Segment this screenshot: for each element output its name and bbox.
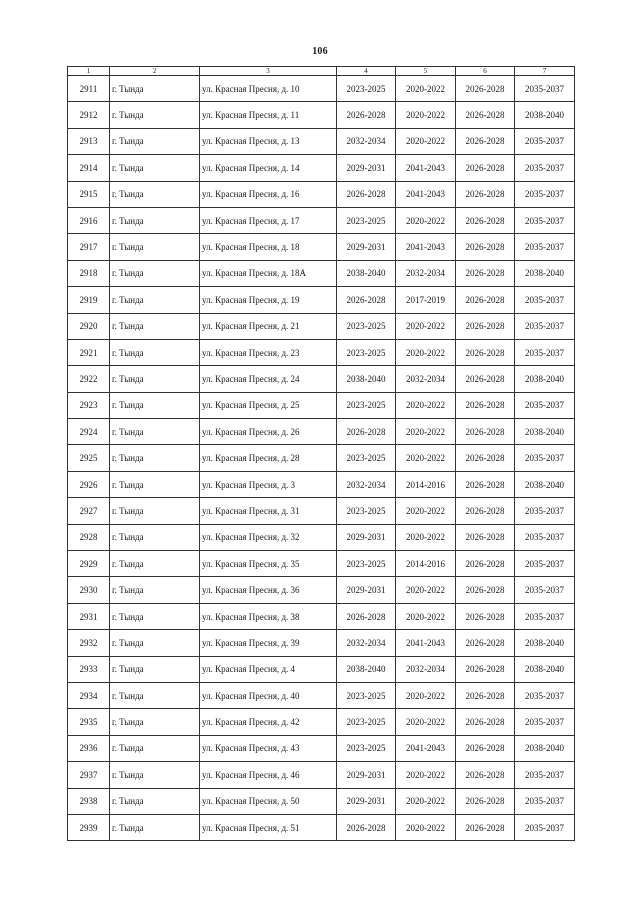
period-cell: 2026-2028 <box>456 102 515 128</box>
period-cell: 2038-2040 <box>515 366 575 392</box>
period-cell: 2026-2028 <box>456 313 515 339</box>
period-cell: 2035-2037 <box>515 762 575 788</box>
settlement-cell: г. Тында <box>110 471 200 497</box>
address-cell: ул. Красная Пресня, д. 19 <box>200 287 337 313</box>
table-row <box>68 735 575 761</box>
period-cell: 2023-2025 <box>337 445 396 471</box>
table-row <box>68 524 575 550</box>
header-cell: 6 <box>456 67 515 76</box>
table-row <box>68 471 575 497</box>
address-cell: ул. Красная Пресня, д. 26 <box>200 419 337 445</box>
row-number-cell: 2911 <box>68 76 110 102</box>
row-number-cell: 2924 <box>68 419 110 445</box>
period-cell: 2026-2028 <box>456 471 515 497</box>
period-cell: 2020-2022 <box>396 339 456 365</box>
period-cell: 2023-2025 <box>337 76 396 102</box>
address-cell: ул. Красная Пресня, д. 35 <box>200 551 337 577</box>
settlement-cell: г. Тында <box>110 788 200 814</box>
period-cell: 2020-2022 <box>396 207 456 233</box>
period-cell: 2038-2040 <box>337 260 396 286</box>
period-cell: 2026-2028 <box>456 419 515 445</box>
period-cell: 2020-2022 <box>396 76 456 102</box>
table-row <box>68 603 575 629</box>
period-cell: 2026-2028 <box>456 656 515 682</box>
address-cell: ул. Красная Пресня, д. 31 <box>200 498 337 524</box>
period-cell: 2038-2040 <box>515 260 575 286</box>
settlement-cell: г. Тында <box>110 313 200 339</box>
period-cell: 2020-2022 <box>396 603 456 629</box>
period-cell: 2020-2022 <box>396 682 456 708</box>
row-number-cell: 2915 <box>68 181 110 207</box>
table-row <box>68 76 575 102</box>
settlement-cell: г. Тында <box>110 260 200 286</box>
period-cell: 2020-2022 <box>396 445 456 471</box>
table-row <box>68 339 575 365</box>
period-cell: 2026-2028 <box>456 339 515 365</box>
table-row <box>68 498 575 524</box>
row-number-cell: 2931 <box>68 603 110 629</box>
period-cell: 2035-2037 <box>515 709 575 735</box>
row-number-cell: 2921 <box>68 339 110 365</box>
period-cell: 2029-2031 <box>337 155 396 181</box>
period-cell: 2026-2028 <box>456 735 515 761</box>
table-row <box>68 207 575 233</box>
period-cell: 2023-2025 <box>337 392 396 418</box>
period-cell: 2035-2037 <box>515 339 575 365</box>
settlement-cell: г. Тында <box>110 181 200 207</box>
settlement-cell: г. Тында <box>110 339 200 365</box>
period-cell: 2020-2022 <box>396 102 456 128</box>
address-cell: ул. Красная Пресня, д. 18А <box>200 260 337 286</box>
settlement-cell: г. Тында <box>110 287 200 313</box>
address-cell: ул. Красная Пресня, д. 24 <box>200 366 337 392</box>
settlement-cell: г. Тында <box>110 128 200 154</box>
period-cell: 2026-2028 <box>337 102 396 128</box>
period-cell: 2035-2037 <box>515 76 575 102</box>
settlement-cell: г. Тында <box>110 392 200 418</box>
settlement-cell: г. Тында <box>110 419 200 445</box>
address-cell: ул. Красная Пресня, д. 50 <box>200 788 337 814</box>
period-cell: 2026-2028 <box>456 260 515 286</box>
period-cell: 2026-2028 <box>337 419 396 445</box>
row-number-cell: 2939 <box>68 814 110 840</box>
period-cell: 2029-2031 <box>337 762 396 788</box>
settlement-cell: г. Тында <box>110 682 200 708</box>
period-cell: 2041-2043 <box>396 735 456 761</box>
address-cell: ул. Красная Пресня, д. 46 <box>200 762 337 788</box>
page-number: 106 <box>312 46 328 57</box>
table-row <box>68 630 575 656</box>
table-row <box>68 128 575 154</box>
period-cell: 2020-2022 <box>396 524 456 550</box>
settlement-cell: г. Тында <box>110 366 200 392</box>
period-cell: 2035-2037 <box>515 287 575 313</box>
period-cell: 2038-2040 <box>515 656 575 682</box>
settlement-cell: г. Тында <box>110 577 200 603</box>
settlement-cell: г. Тында <box>110 102 200 128</box>
period-cell: 2023-2025 <box>337 313 396 339</box>
address-cell: ул. Красная Пресня, д. 10 <box>200 76 337 102</box>
period-cell: 2026-2028 <box>456 814 515 840</box>
period-cell: 2020-2022 <box>396 419 456 445</box>
table-row <box>68 551 575 577</box>
row-number-cell: 2932 <box>68 630 110 656</box>
row-number-cell: 2912 <box>68 102 110 128</box>
period-cell: 2041-2043 <box>396 630 456 656</box>
period-cell: 2023-2025 <box>337 682 396 708</box>
period-cell: 2038-2040 <box>515 471 575 497</box>
header-cell: 5 <box>396 67 456 76</box>
settlement-cell: г. Тында <box>110 603 200 629</box>
period-cell: 2017-2019 <box>396 287 456 313</box>
period-cell: 2026-2028 <box>456 762 515 788</box>
period-cell: 2035-2037 <box>515 814 575 840</box>
period-cell: 2023-2025 <box>337 498 396 524</box>
address-cell: ул. Красная Пресня, д. 32 <box>200 524 337 550</box>
period-cell: 2020-2022 <box>396 392 456 418</box>
settlement-cell: г. Тында <box>110 735 200 761</box>
address-cell: ул. Красная Пресня, д. 40 <box>200 682 337 708</box>
row-number-cell: 2917 <box>68 234 110 260</box>
settlement-cell: г. Тында <box>110 814 200 840</box>
address-cell: ул. Красная Пресня, д. 16 <box>200 181 337 207</box>
table-row <box>68 577 575 603</box>
row-number-cell: 2926 <box>68 471 110 497</box>
period-cell: 2029-2031 <box>337 788 396 814</box>
row-number-cell: 2936 <box>68 735 110 761</box>
period-cell: 2038-2040 <box>515 419 575 445</box>
settlement-cell: г. Тында <box>110 155 200 181</box>
table-row <box>68 287 575 313</box>
period-cell: 2026-2028 <box>456 234 515 260</box>
table-row <box>68 445 575 471</box>
row-number-cell: 2930 <box>68 577 110 603</box>
period-cell: 2038-2040 <box>515 735 575 761</box>
period-cell: 2026-2028 <box>337 814 396 840</box>
address-cell: ул. Красная Пресня, д. 11 <box>200 102 337 128</box>
address-cell: ул. Красная Пресня, д. 28 <box>200 445 337 471</box>
address-cell: ул. Красная Пресня, д. 23 <box>200 339 337 365</box>
row-number-cell: 2934 <box>68 682 110 708</box>
settlement-cell: г. Тында <box>110 234 200 260</box>
period-cell: 2026-2028 <box>337 287 396 313</box>
period-cell: 2026-2028 <box>456 76 515 102</box>
table-body <box>68 67 575 841</box>
row-number-cell: 2919 <box>68 287 110 313</box>
period-cell: 2020-2022 <box>396 128 456 154</box>
period-cell: 2026-2028 <box>456 551 515 577</box>
table-row <box>68 366 575 392</box>
period-cell: 2026-2028 <box>456 682 515 708</box>
settlement-cell: г. Тында <box>110 630 200 656</box>
period-cell: 2023-2025 <box>337 339 396 365</box>
period-cell: 2032-2034 <box>396 366 456 392</box>
row-number-cell: 2916 <box>68 207 110 233</box>
address-cell: ул. Красная Пресня, д. 25 <box>200 392 337 418</box>
table-row <box>68 392 575 418</box>
period-cell: 2035-2037 <box>515 392 575 418</box>
address-cell: ул. Красная Пресня, д. 43 <box>200 735 337 761</box>
period-cell: 2029-2031 <box>337 577 396 603</box>
table-row <box>68 419 575 445</box>
table-row <box>68 788 575 814</box>
address-cell: ул. Красная Пресня, д. 4 <box>200 656 337 682</box>
header-cell: 2 <box>110 67 200 76</box>
row-number-cell: 2928 <box>68 524 110 550</box>
table-row <box>68 682 575 708</box>
row-number-cell: 2927 <box>68 498 110 524</box>
period-cell: 2035-2037 <box>515 313 575 339</box>
period-cell: 2035-2037 <box>515 551 575 577</box>
period-cell: 2029-2031 <box>337 234 396 260</box>
address-cell: ул. Красная Пресня, д. 18 <box>200 234 337 260</box>
period-cell: 2023-2025 <box>337 207 396 233</box>
period-cell: 2020-2022 <box>396 762 456 788</box>
period-cell: 2038-2040 <box>515 630 575 656</box>
period-cell: 2026-2028 <box>337 603 396 629</box>
period-cell: 2032-2034 <box>337 630 396 656</box>
period-cell: 2023-2025 <box>337 709 396 735</box>
address-cell: ул. Красная Пресня, д. 42 <box>200 709 337 735</box>
register-table <box>67 66 575 841</box>
settlement-cell: г. Тында <box>110 551 200 577</box>
period-cell: 2035-2037 <box>515 682 575 708</box>
address-cell: ул. Красная Пресня, д. 39 <box>200 630 337 656</box>
settlement-cell: г. Тында <box>110 709 200 735</box>
period-cell: 2035-2037 <box>515 181 575 207</box>
period-cell: 2026-2028 <box>337 181 396 207</box>
table-row <box>68 313 575 339</box>
period-cell: 2026-2028 <box>456 366 515 392</box>
settlement-cell: г. Тында <box>110 207 200 233</box>
period-cell: 2041-2043 <box>396 181 456 207</box>
table-row <box>68 234 575 260</box>
row-number-cell: 2938 <box>68 788 110 814</box>
period-cell: 2026-2028 <box>456 287 515 313</box>
row-number-cell: 2935 <box>68 709 110 735</box>
period-cell: 2035-2037 <box>515 128 575 154</box>
table-row <box>68 762 575 788</box>
row-number-cell: 2923 <box>68 392 110 418</box>
settlement-cell: г. Тында <box>110 498 200 524</box>
header-cell: 7 <box>515 67 575 76</box>
address-cell: ул. Красная Пресня, д. 17 <box>200 207 337 233</box>
period-cell: 2026-2028 <box>456 603 515 629</box>
table-row <box>68 155 575 181</box>
period-cell: 2014-2016 <box>396 471 456 497</box>
period-cell: 2032-2034 <box>396 656 456 682</box>
table-row <box>68 181 575 207</box>
header-cell: 3 <box>200 67 337 76</box>
row-number-cell: 2933 <box>68 656 110 682</box>
row-number-cell: 2929 <box>68 551 110 577</box>
settlement-cell: г. Тында <box>110 524 200 550</box>
header-cell: 1 <box>68 67 110 76</box>
period-cell: 2035-2037 <box>515 445 575 471</box>
period-cell: 2023-2025 <box>337 551 396 577</box>
row-number-cell: 2918 <box>68 260 110 286</box>
period-cell: 2038-2040 <box>515 102 575 128</box>
period-cell: 2041-2043 <box>396 155 456 181</box>
period-cell: 2026-2028 <box>456 181 515 207</box>
address-cell: ул. Красная Пресня, д. 21 <box>200 313 337 339</box>
period-cell: 2026-2028 <box>456 788 515 814</box>
period-cell: 2020-2022 <box>396 313 456 339</box>
settlement-cell: г. Тында <box>110 762 200 788</box>
row-number-cell: 2913 <box>68 128 110 154</box>
period-cell: 2032-2034 <box>337 128 396 154</box>
period-cell: 2020-2022 <box>396 709 456 735</box>
period-cell: 2032-2034 <box>396 260 456 286</box>
period-cell: 2026-2028 <box>456 524 515 550</box>
period-cell: 2035-2037 <box>515 788 575 814</box>
settlement-cell: г. Тында <box>110 76 200 102</box>
period-cell: 2026-2028 <box>456 207 515 233</box>
period-cell: 2026-2028 <box>456 577 515 603</box>
address-cell: ул. Красная Пресня, д. 38 <box>200 603 337 629</box>
period-cell: 2020-2022 <box>396 498 456 524</box>
period-cell: 2026-2028 <box>456 630 515 656</box>
period-cell: 2035-2037 <box>515 155 575 181</box>
address-cell: ул. Красная Пресня, д. 3 <box>200 471 337 497</box>
address-cell: ул. Красная Пресня, д. 51 <box>200 814 337 840</box>
period-cell: 2026-2028 <box>456 128 515 154</box>
header-cell: 4 <box>337 67 396 76</box>
row-number-cell: 2937 <box>68 762 110 788</box>
header-row <box>68 67 575 76</box>
row-number-cell: 2920 <box>68 313 110 339</box>
period-cell: 2041-2043 <box>396 234 456 260</box>
period-cell: 2026-2028 <box>456 155 515 181</box>
period-cell: 2038-2040 <box>337 656 396 682</box>
table-row <box>68 102 575 128</box>
period-cell: 2020-2022 <box>396 814 456 840</box>
period-cell: 2035-2037 <box>515 603 575 629</box>
table-row <box>68 656 575 682</box>
table-row <box>68 814 575 840</box>
table-row <box>68 709 575 735</box>
address-cell: ул. Красная Пресня, д. 14 <box>200 155 337 181</box>
period-cell: 2035-2037 <box>515 577 575 603</box>
row-number-cell: 2925 <box>68 445 110 471</box>
period-cell: 2035-2037 <box>515 207 575 233</box>
period-cell: 2026-2028 <box>456 392 515 418</box>
period-cell: 2038-2040 <box>337 366 396 392</box>
period-cell: 2020-2022 <box>396 788 456 814</box>
settlement-cell: г. Тында <box>110 656 200 682</box>
period-cell: 2026-2028 <box>456 709 515 735</box>
settlement-cell: г. Тында <box>110 445 200 471</box>
address-cell: ул. Красная Пресня, д. 13 <box>200 128 337 154</box>
row-number-cell: 2922 <box>68 366 110 392</box>
table-row <box>68 260 575 286</box>
row-number-cell: 2914 <box>68 155 110 181</box>
address-cell: ул. Красная Пресня, д. 36 <box>200 577 337 603</box>
period-cell: 2014-2016 <box>396 551 456 577</box>
period-cell: 2035-2037 <box>515 524 575 550</box>
period-cell: 2020-2022 <box>396 577 456 603</box>
period-cell: 2035-2037 <box>515 234 575 260</box>
period-cell: 2026-2028 <box>456 498 515 524</box>
period-cell: 2029-2031 <box>337 524 396 550</box>
period-cell: 2032-2034 <box>337 471 396 497</box>
period-cell: 2035-2037 <box>515 498 575 524</box>
period-cell: 2023-2025 <box>337 735 396 761</box>
period-cell: 2026-2028 <box>456 445 515 471</box>
